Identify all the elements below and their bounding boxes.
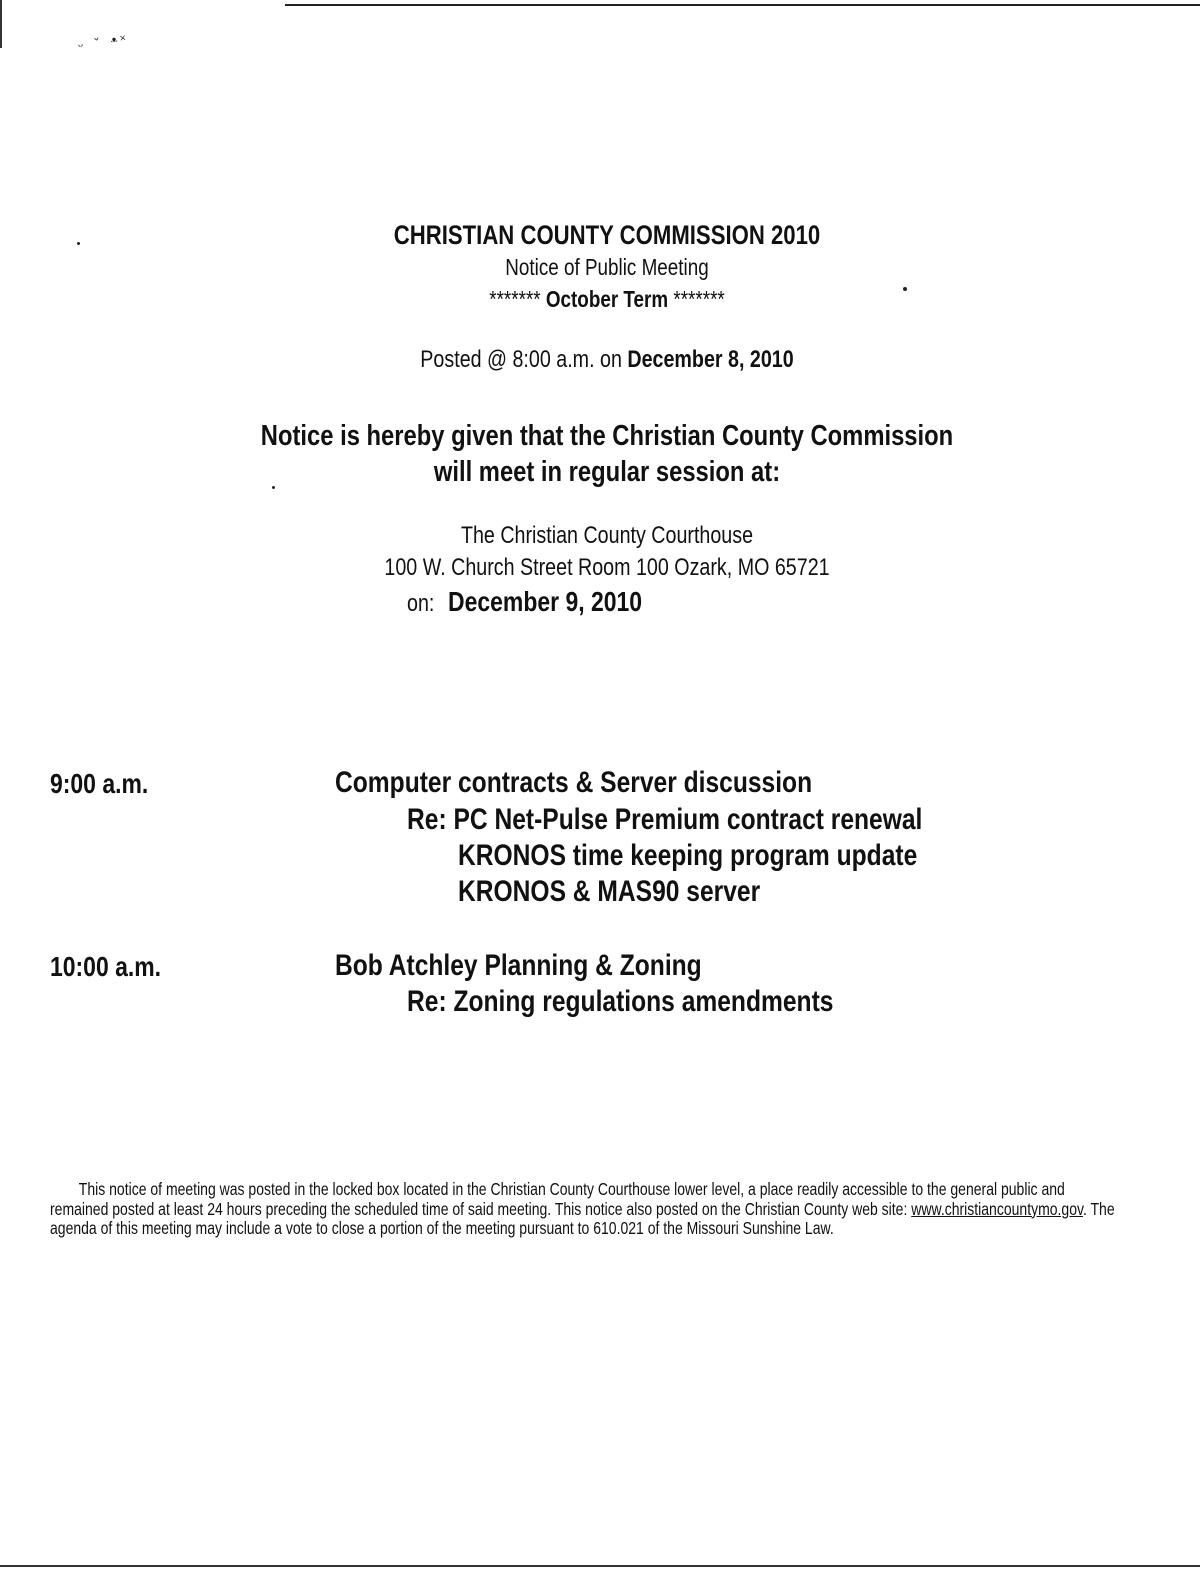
term-stars-right: *******	[673, 286, 725, 312]
scan-line-left	[0, 0, 2, 48]
agenda-subitem: KRONOS & MAS90 server	[458, 875, 761, 908]
agenda-topic: Computer contracts & Server discussion	[335, 766, 813, 799]
scan-line-bottom	[0, 1565, 1200, 1567]
posted-line	[109, 346, 1104, 374]
term-name: October Term	[545, 286, 669, 312]
meeting-location	[109, 520, 1104, 584]
agenda-re: Re: PC Net-Pulse Premium contract renewal	[407, 803, 923, 836]
agenda-topic: Bob Atchley Planning & Zoning	[335, 949, 702, 982]
notice-line-1: Notice is hereby given that the Christian County Commission	[260, 420, 954, 452]
scan-line-top	[285, 4, 1200, 6]
location-building: The Christian County Courthouse	[460, 522, 754, 549]
notice-statement	[109, 418, 1104, 490]
footer-notice	[50, 1180, 1122, 1239]
footer-text-1: This notice of meeting was posted in the locked box located in the Christian County Courthouse lower level, a place readily accessible to the general public and remained posted at least 24 hours preceding the scheduled time of said meeting. This notice also posted on the Christian County web site:	[50, 1179, 1065, 1219]
agenda-re: Re: Zoning regulations amendments	[407, 985, 834, 1018]
website-link[interactable]: www.christiancountymo.gov	[911, 1198, 1083, 1219]
scan-scribble: ᵕ ˇ ᵜ˟	[77, 32, 130, 56]
document-title: CHRISTIAN COUNTY COMMISSION 2010	[393, 220, 821, 250]
meeting-date-line	[407, 586, 642, 618]
term-stars-left: *******	[489, 286, 541, 312]
meeting-on-label: on:	[407, 590, 435, 617]
document-header	[0, 218, 1200, 315]
posted-prefix: Posted @ 8:00 a.m. on	[420, 346, 622, 373]
term-line	[109, 283, 1104, 315]
agenda-time: 9:00 a.m.	[50, 768, 149, 799]
notice-line-2: will meet in regular session at:	[433, 456, 781, 488]
location-address: 100 W. Church Street Room 100 Ozark, MO 65721	[384, 554, 830, 581]
document-subtitle: Notice of Public Meeting	[505, 254, 709, 280]
posted-date: December 8, 2010	[627, 346, 794, 373]
agenda-time: 10:00 a.m.	[50, 951, 162, 982]
footer-text-2: . The agenda of this meeting may include a vote to close a portion of the meeting pursuant to 610.021 of the Missouri Sunshine Law.	[50, 1198, 1115, 1238]
meeting-date: December 9, 2010	[448, 586, 643, 617]
agenda-subitem: KRONOS time keeping program update	[458, 839, 918, 872]
